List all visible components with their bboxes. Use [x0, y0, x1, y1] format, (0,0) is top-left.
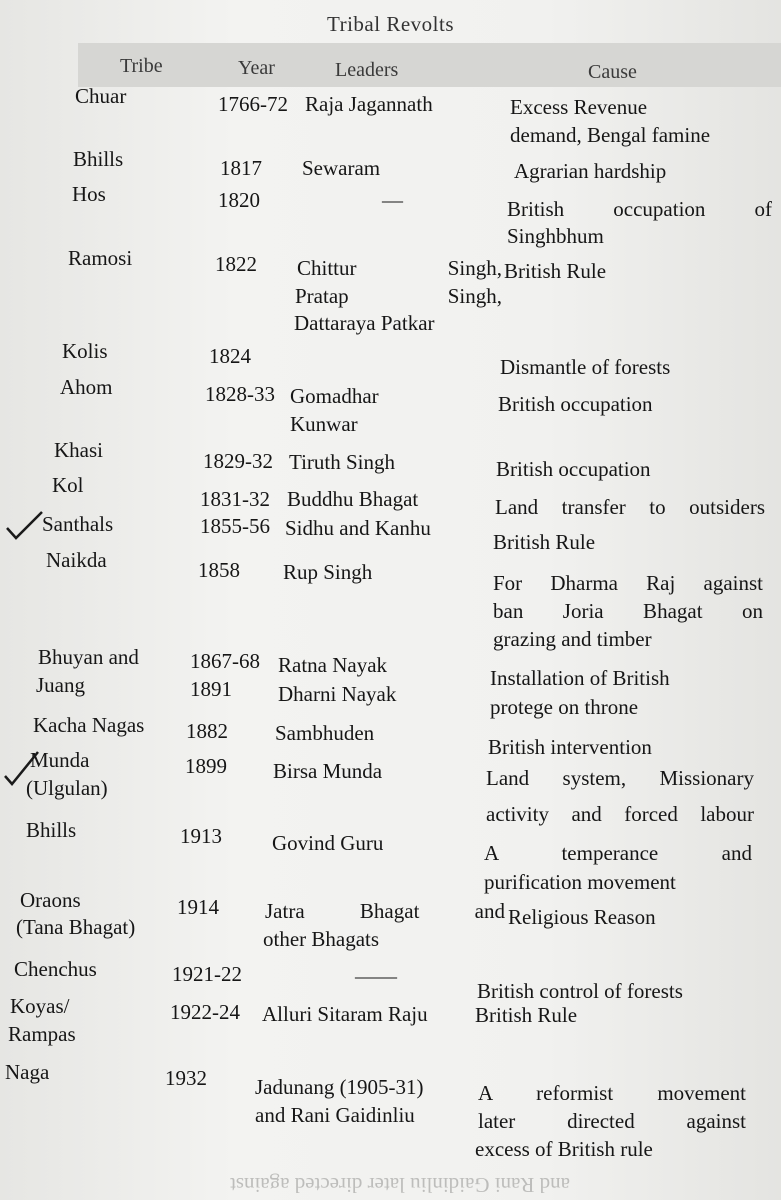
- cell-cause: Agrarian hardship: [514, 159, 667, 183]
- cell-leaders: Birsa Munda: [273, 759, 383, 783]
- cell-leaders: Dattaraya Patkar: [294, 311, 435, 335]
- cell-leaders: Rup Singh: [283, 560, 373, 584]
- checkmark-icon: [4, 508, 44, 542]
- cell-tribe: (Tana Bhagat): [16, 915, 136, 939]
- cell-leaders: Dharni Nayak: [278, 682, 397, 706]
- cell-cause: later directed against: [478, 1109, 746, 1133]
- cell-cause: ban Joria Bhagat on: [493, 599, 763, 623]
- cell-cause: British Rule: [493, 530, 596, 554]
- cell-tribe: Chenchus: [14, 957, 97, 981]
- cell-tribe: Bhills: [26, 818, 77, 842]
- cell-cause: A temperance and: [484, 841, 752, 865]
- cell-year: 1891: [190, 677, 232, 701]
- cell-year: 1914: [177, 895, 219, 919]
- header-year: Year: [238, 57, 275, 79]
- cell-tribe: Naikda: [46, 548, 107, 572]
- cell-cause: Singhbhum: [507, 224, 604, 248]
- cell-year: 1867-68: [190, 649, 260, 673]
- cell-leaders: Pratap Singh,: [295, 284, 502, 308]
- cell-leaders: Jatra Bhagat and: [265, 899, 505, 923]
- cell-leaders: —: [382, 188, 403, 212]
- cell-year: 1913: [180, 824, 222, 848]
- cell-cause: Excess Revenue: [510, 95, 648, 119]
- cell-cause: Land system, Missionary: [486, 766, 754, 790]
- cell-tribe: Koyas/: [10, 994, 70, 1018]
- cell-cause: British intervention: [488, 735, 652, 759]
- cell-leaders: ——: [355, 964, 397, 988]
- cell-cause: British occupation: [498, 392, 653, 416]
- cell-year: 1766-72: [218, 92, 288, 116]
- checkmark-icon: [2, 748, 42, 788]
- cell-year: 1922-24: [170, 1000, 240, 1024]
- cell-leaders: Chittur Singh,: [297, 256, 502, 280]
- cell-tribe: Santhals: [42, 512, 114, 536]
- cell-year: 1829-32: [203, 449, 273, 473]
- cell-leaders: Sambhuden: [275, 721, 375, 745]
- table-header-band: [78, 43, 781, 87]
- bleed-through-text: and Rani Gaidinliu later directed against: [230, 1173, 570, 1197]
- cell-tribe: Oraons: [20, 888, 81, 912]
- cell-leaders: Jadunang (1905-31): [255, 1075, 424, 1099]
- cell-tribe: (Ulgulan): [26, 776, 108, 800]
- cell-leaders: Sidhu and Kanhu: [285, 516, 431, 540]
- cell-year: 1822: [215, 252, 257, 276]
- cell-cause: British occupation: [496, 457, 651, 481]
- page-title: Tribal Revolts: [327, 12, 454, 36]
- cell-leaders: Buddhu Bhagat: [287, 487, 419, 511]
- cell-year: 1899: [185, 754, 227, 778]
- cell-leaders: Govind Guru: [272, 831, 384, 855]
- cell-cause: British Rule: [504, 259, 607, 283]
- cell-tribe: Chuar: [75, 84, 127, 108]
- cell-tribe: Kacha Nagas: [33, 713, 145, 737]
- header-tribe: Tribe: [120, 55, 163, 77]
- cell-year: 1820: [218, 188, 260, 212]
- cell-year: 1932: [165, 1066, 207, 1090]
- cell-tribe: Munda: [30, 748, 90, 772]
- cell-year: 1858: [198, 558, 240, 582]
- cell-year: 1882: [186, 719, 228, 743]
- cell-year: 1824: [209, 344, 251, 368]
- cell-tribe: Ahom: [60, 375, 113, 399]
- cell-tribe: Juang: [36, 673, 85, 697]
- cell-leaders: Alluri Sitaram Raju: [262, 1002, 428, 1026]
- cell-tribe: Rampas: [8, 1022, 76, 1046]
- cell-tribe: Kol: [52, 473, 84, 497]
- cell-leaders: and Rani Gaidinliu: [255, 1103, 415, 1127]
- cell-leaders: Gomadhar: [290, 384, 379, 408]
- cell-cause: grazing and timber: [493, 627, 652, 651]
- cell-tribe: Kolis: [62, 339, 108, 363]
- header-leaders: Leaders: [335, 59, 399, 81]
- cell-tribe: Bhills: [73, 147, 124, 171]
- cell-cause: British control of forests: [477, 979, 683, 1003]
- header-cause: Cause: [588, 61, 637, 83]
- cell-leaders: Raja Jagannath: [305, 92, 433, 116]
- cell-cause: excess of British rule: [475, 1137, 653, 1161]
- cell-cause: Installation of British: [490, 666, 670, 690]
- cell-cause: For Dharma Raj against: [493, 571, 763, 595]
- cell-cause: Religious Reason: [508, 905, 656, 929]
- cell-leaders: Tiruth Singh: [289, 450, 396, 474]
- cell-year: 1828-33: [205, 382, 275, 406]
- cell-leaders: Ratna Nayak: [278, 653, 388, 677]
- cell-cause: A reformist movement: [478, 1081, 746, 1105]
- cell-tribe: Khasi: [54, 438, 103, 462]
- cell-year: 1921-22: [172, 962, 242, 986]
- cell-cause: demand, Bengal famine: [510, 123, 711, 147]
- cell-leaders: Sewaram: [302, 156, 381, 180]
- cell-cause: activity and forced labour: [486, 802, 754, 826]
- cell-cause: protege on throne: [490, 695, 639, 719]
- cell-leaders: Kunwar: [290, 412, 358, 436]
- cell-tribe: Bhuyan and: [38, 645, 139, 669]
- cell-cause: British occupation of: [507, 197, 772, 221]
- cell-cause: Dismantle of forests: [500, 355, 671, 379]
- cell-cause: British Rule: [475, 1003, 578, 1027]
- cell-tribe: Ramosi: [68, 246, 133, 270]
- cell-cause: purification movement: [484, 870, 676, 894]
- cell-leaders: other Bhagats: [263, 927, 380, 951]
- cell-tribe: Hos: [72, 182, 106, 206]
- cell-cause: Land transfer to outsiders: [495, 495, 765, 519]
- cell-year: 1855-56: [200, 514, 270, 538]
- cell-tribe: Naga: [5, 1060, 50, 1084]
- cell-year: 1831-32: [200, 487, 270, 511]
- cell-year: 1817: [220, 156, 262, 180]
